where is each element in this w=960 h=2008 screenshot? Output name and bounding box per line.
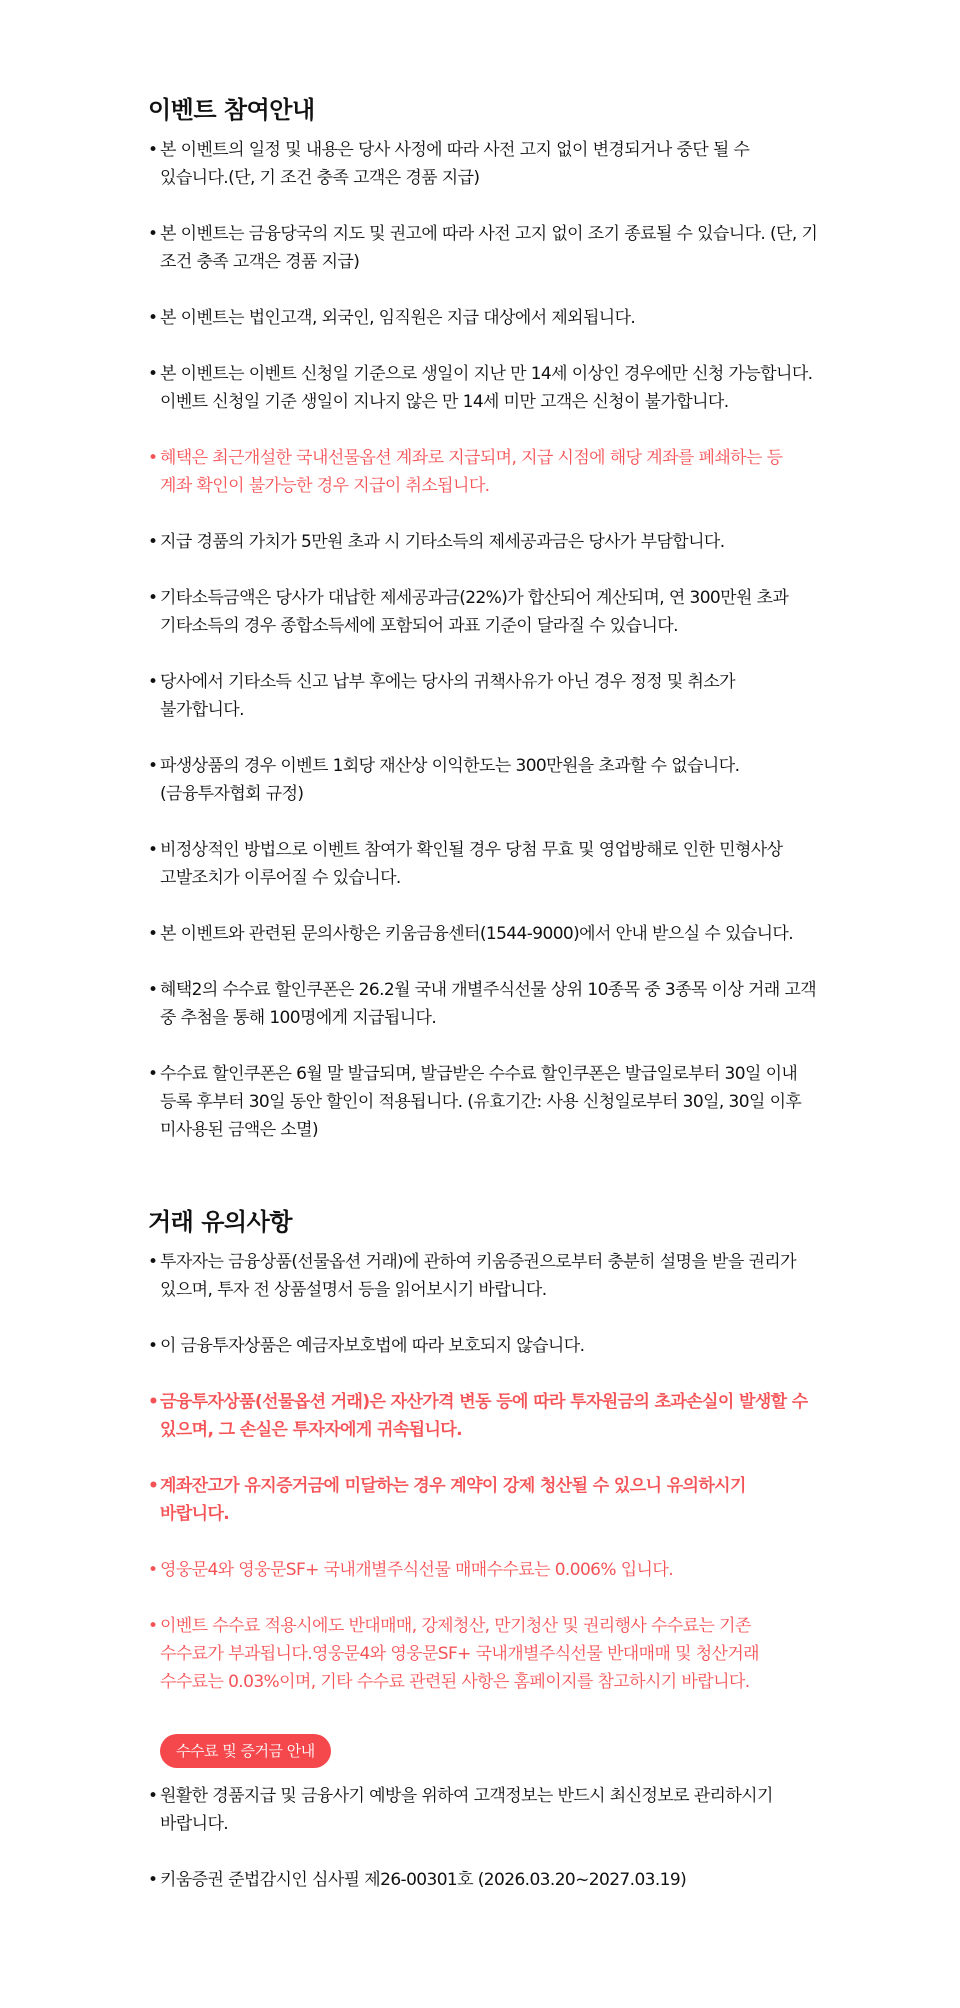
list-item: • 본 이벤트와 관련된 문의사항은 키움금융센터(1544-9000)에서 안내 받으실 수 있습니다. bbox=[148, 920, 818, 948]
event-notice-list bbox=[148, 136, 818, 1144]
list-item: • 계좌잔고가 유지증거금에 미달하는 경우 계약이 강제 청산될 수 있으니 유의하시기 바랍니다. bbox=[148, 1472, 818, 1528]
list-item: • 원활한 경품지급 및 금융사기 예방을 위하여 고객정보는 반드시 최신정보로 관리하시기 바랍니다. bbox=[148, 1782, 818, 1838]
list-item: • 본 이벤트는 이벤트 신청일 기준으로 생일이 지난 만 14세 이상인 경우에만 신청 가능합니다. 이벤트 신청일 기준 생일이 지나지 않은 만 14세 미만 고객은 신청이 불가합니다. bbox=[148, 360, 818, 416]
list-item: • 혜택2의 수수료 할인쿠폰은 26.2월 국내 개별주식선물 상위 10종목 중 3종목 이상 거래 고객 중 추첨을 통해 100명에게 지급됩니다. bbox=[148, 976, 818, 1032]
list-item: • 이 금융투자상품은 예금자보호법에 따라 보호되지 않습니다. bbox=[148, 1332, 818, 1360]
event-notice-section bbox=[148, 92, 818, 1144]
trade-notice-title: 거래 유의사항 bbox=[148, 1208, 292, 1236]
list-item: • 본 이벤트의 일정 및 내용은 당사 사정에 따라 사전 고지 없이 변경되거나 중단 될 수 있습니다.(단, 기 조건 충족 고객은 경품 지급) bbox=[148, 136, 818, 192]
trade-notice-section bbox=[148, 1204, 818, 1894]
list-item: • 기타소득금액은 당사가 대납한 제세공과금(22%)가 합산되어 계산되며, 연 300만원 초과 기타소득의 경우 종합소득세에 포함되어 과표 기준이 달라질 수 있습니다. bbox=[148, 584, 818, 640]
list-item: • 당사에서 기타소득 신고 납부 후에는 당사의 귀책사유가 아닌 경우 정정 및 취소가 불가합니다. bbox=[148, 668, 818, 724]
trade-notice-list bbox=[148, 1248, 818, 1696]
fee-and-margin-button[interactable]: 수수료 및 증거금 안내 bbox=[160, 1734, 331, 1768]
fee-notice-text: 이벤트 수수료 적용시에도 반대매매, 강제청산, 만기청산 및 권리행사 수수료는 기존 수수료가 부과됩니다.영웅문4와 영웅문SF+ 국내개별주식선물 반대매매 및 청산거래 수수료는 0.03%이며, 기타 수수료 관련된 사항은 홈페이지를 참고하시기 바랍니다. bbox=[160, 1616, 759, 1692]
list-item: • 수수료 할인쿠폰은 6월 말 발급되며, 발급받은 수수료 할인쿠폰은 발급일로부터 30일 이내 등록 후부터 30일 동안 할인이 적용됩니다. (유효기간: 사용 신청일로부터 30일, 30일 이후 미사용된 금액은 소멸) bbox=[148, 1060, 818, 1144]
list-item: • 비정상적인 방법으로 이벤트 참여가 확인될 경우 당첨 무효 및 영업방해로 인한 민형사상 고발조치가 이루어질 수 있습니다. bbox=[148, 836, 818, 892]
list-item: • 지급 경품의 가치가 5만원 초과 시 기타소득의 제세공과금은 당사가 부담합니다. bbox=[148, 528, 818, 556]
list-item: • 금융투자상품(선물옵션 거래)은 자산가격 변동 등에 따라 투자원금의 초과손실이 발생할 수 있으며, 그 손실은 투자자에게 귀속됩니다. bbox=[148, 1388, 818, 1444]
trade-notice-list-continued bbox=[148, 1782, 818, 1894]
list-item: • 키움증권 준법감시인 심사필 제26-00301호 (2026.03.20~2027.03.19) bbox=[148, 1866, 818, 1894]
list-item bbox=[148, 1612, 818, 1696]
list-item: • 본 이벤트는 법인고객, 외국인, 임직원은 지급 대상에서 제외됩니다. bbox=[148, 304, 818, 332]
list-item: • 투자자는 금융상품(선물옵션 거래)에 관하여 키움증권으로부터 충분히 설명을 받을 권리가 있으며, 투자 전 상품설명서 등을 읽어보시기 바랍니다. bbox=[148, 1248, 818, 1304]
list-item: • 파생상품의 경우 이벤트 1회당 재산상 이익한도는 300만원을 초과할 수 없습니다. (금융투자협회 규정) bbox=[148, 752, 818, 808]
list-item: • 본 이벤트는 금융당국의 지도 및 권고에 따라 사전 고지 없이 조기 종료될 수 있습니다. (단, 기 조건 충족 고객은 경품 지급) bbox=[148, 220, 818, 276]
list-item: • 혜택은 최근개설한 국내선물옵션 계좌로 지급되며, 지급 시점에 해당 계좌를 폐쇄하는 등 계좌 확인이 불가능한 경우 지급이 취소됩니다. bbox=[148, 444, 818, 500]
list-item: • 영웅문4와 영웅문SF+ 국내개별주식선물 매매수수료는 0.006% 입니다. bbox=[148, 1556, 818, 1584]
event-notice-title: 이벤트 참여안내 bbox=[148, 96, 315, 124]
